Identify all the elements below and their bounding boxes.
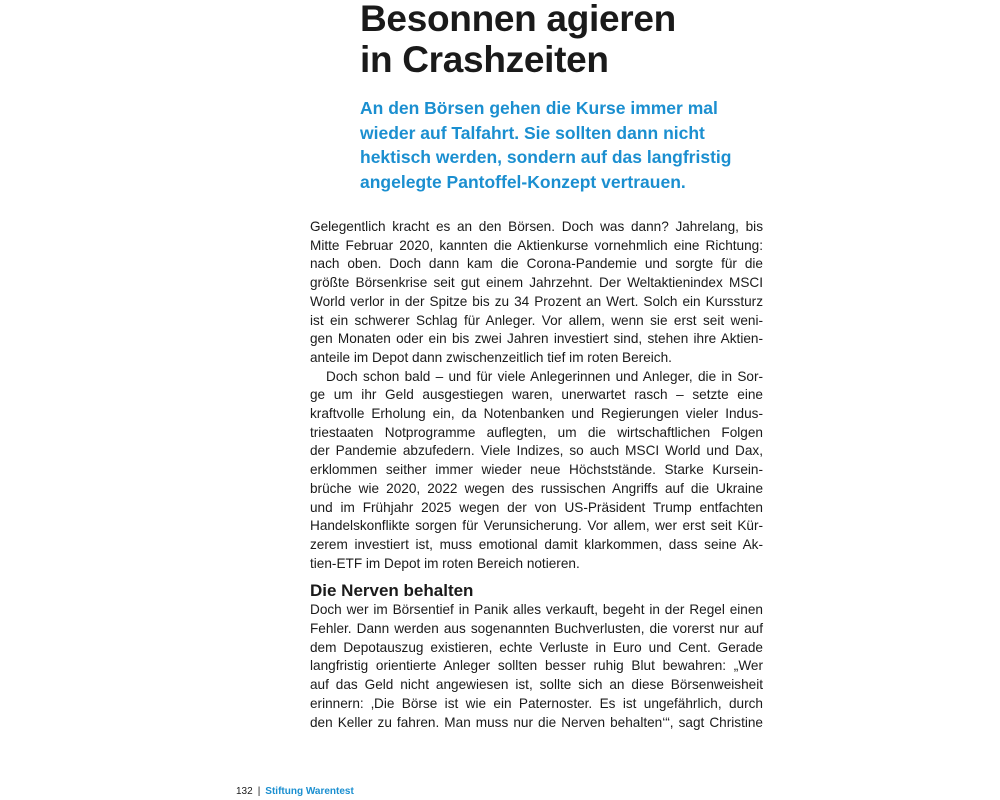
paragraph-3 — [310, 601, 763, 732]
text-line: World verlor in der Spitze bis zu 34 Prozent an Wert. Solch ein Kurssturz — [310, 293, 763, 309]
text-line: dem Depotauszug existieren, echte Verluste in Euro und Cent. Gerade — [310, 639, 763, 655]
text-line: anteile im Depot dann zwischenzeitlich tief im roten Bereich. — [310, 349, 672, 365]
text-line: erinnern: ‚Die Börse ist wie ein Paternoster. Es ist ungefährlich, durch — [310, 695, 763, 711]
footer-separator: | — [257, 786, 261, 797]
lead-line: An den Börsen gehen die Kurse immer mal — [360, 98, 718, 118]
text-line: tien-ETF im Depot im roten Bereich notieren. — [310, 555, 580, 571]
article-title — [360, 0, 920, 80]
text-line: Handelskonflikte sorgen für Verunsicherung. Vor allem, wer erst seit Kür- — [310, 518, 763, 534]
article-body — [310, 218, 763, 732]
text-line: triestaaten Notprogramme auflegten, um die wirtschaftlichen Folgen — [310, 424, 763, 440]
text-line: langfristig orientierte Anleger sollten besser ruhig Blut bewahren: „Wer — [310, 658, 763, 674]
text-line: der Pandemie abzufedern. Viele Indizes, so auch MSCI World und Dax, — [310, 443, 763, 459]
lead-line: hektisch werden, sondern auf das langfristig — [360, 147, 732, 167]
lead-paragraph — [360, 96, 780, 194]
text-line: größte Börsenkrise seit gut einem Jahrzehnt. Der Weltaktienindex MSCI — [310, 275, 763, 291]
text-line: und im Frühjahr 2025 wegen der von US-Präsident Trump entfachten — [310, 499, 763, 515]
text-line: ist ein schwerer Schlag für Anleger. Vor allem, wenn sie erst seit weni- — [310, 312, 763, 328]
title-line: in Crashzeiten — [360, 39, 609, 80]
text-line: ge um ihr Geld ausgestiegen waren, unerwartet rasch – setzte eine — [310, 387, 763, 403]
paragraph-1 — [310, 218, 763, 368]
text-line: Mitte Februar 2020, kannten die Aktienkurse vornehmlich eine Richtung: — [310, 237, 763, 253]
text-line: Doch schon bald – und für viele Anlegerinnen und Anleger, die in Sor- — [326, 368, 763, 384]
title-line: Besonnen agieren — [360, 0, 676, 39]
text-line: auf das Geld nicht angewiesen ist, sollte sich an diese Börsenweisheit — [310, 677, 763, 693]
text-line: gen Monaten oder ein bis zwei Jahren investiert sind, stehen ihre Aktien- — [310, 331, 763, 347]
text-line: nach oben. Doch dann kam die Corona-Pandemie und sorgte für die — [310, 256, 763, 272]
text-line: kraftvolle Erholung ein, da Notenbanken und Regierungen vieler Indus- — [310, 406, 763, 422]
text-line: Doch wer im Börsentief in Panik alles verkauft, begeht in der Regel einen — [310, 602, 763, 618]
paragraph-2 — [310, 368, 763, 574]
page-number: 132 — [236, 786, 253, 797]
lead-line: angelegte Pantoffel-Konzept vertrauen. — [360, 171, 686, 192]
text-line: den Keller zu fahren. Man muss nur die Nerven behalten‘“, sagt Christine — [310, 714, 763, 730]
page-footer — [236, 786, 354, 798]
text-line: Fehler. Dann werden aus sogenannten Buchverlusten, die vorerst nur auf — [310, 621, 763, 637]
text-line: zerem investiert ist, muss emotional damit klarkommen, dass seine Ak- — [310, 536, 763, 552]
lead-line: wieder auf Talfahrt. Sie sollten dann nicht — [360, 122, 705, 143]
publisher-name: Stiftung Warentest — [265, 786, 354, 797]
text-line: erklommen seither immer wieder neue Höchststände. Starke Kursein- — [310, 462, 763, 478]
text-line: Gelegentlich kracht es an den Börsen. Doch was dann? Jahrelang, bis — [310, 219, 763, 234]
text-line: brüche wie 2020, 2022 wegen des russischen Angriffs auf die Ukraine — [310, 480, 763, 496]
section-heading: Die Nerven behalten — [310, 581, 474, 601]
